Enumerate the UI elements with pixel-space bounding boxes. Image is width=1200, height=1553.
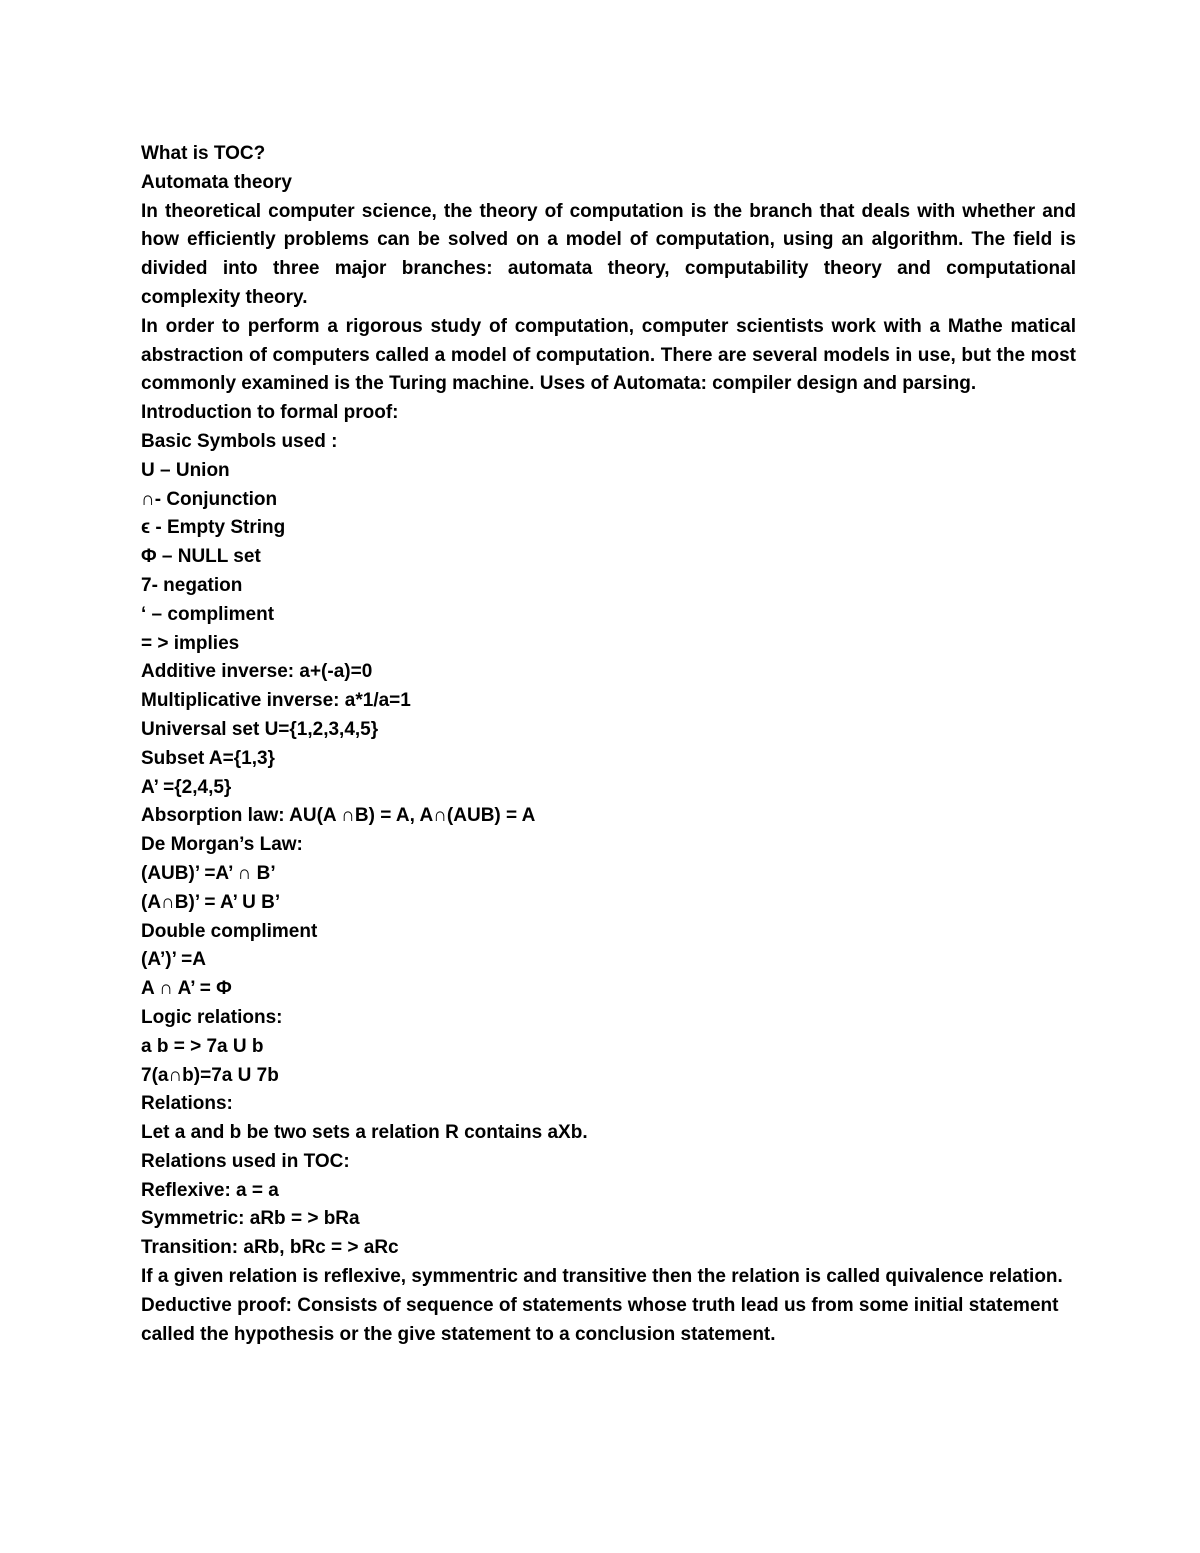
text-line: a b = > 7a U b <box>141 1035 264 1057</box>
text-line: Basic Symbols used : <box>141 430 338 452</box>
symbol-line: U – Union <box>141 459 230 481</box>
text-line: Relations: <box>141 1093 233 1115</box>
symbol-line: ‘ – compliment <box>141 603 275 625</box>
text-line: 7(a∩b)=7a U 7b <box>141 1064 279 1086</box>
symbol-line: ∩- Conjunction <box>141 488 278 510</box>
text-line: Symmetric: aRb = > bRa <box>141 1208 360 1230</box>
symbol-line: Φ – NULL set <box>141 546 261 568</box>
text-line: Absorption law: AU(A ∩B) = A, A∩(AUB) = A <box>141 805 536 827</box>
text-line: Double compliment <box>141 920 318 942</box>
model-paragraph: In order to perform a rigorous study of computation, computer scientists work with a Mathe matical abstraction of computers called a model of computation. There are several models in use, but the most commonly examined is the Turing machine. Uses of Automata: compiler design and parsing. <box>141 315 1076 395</box>
text-line: Transition: aRb, bRc = > aRc <box>141 1237 399 1259</box>
document-heading: What is TOC? <box>141 143 266 164</box>
intro-paragraph: In theoretical computer science, the theory of computation is the branch that deals with whether and how efficiently problems can be solved on a model of computation, using an algorithm. The field is divided into three major branches: automata theory, computability theory and computational complexity theory. <box>141 200 1076 308</box>
text-line: Introduction to formal proof: <box>141 402 399 424</box>
text-line: Multiplicative inverse: a*1/a=1 <box>141 690 411 712</box>
text-line: A ∩ A’ = Φ <box>141 978 232 1000</box>
text-line: A’ ={2,4,5} <box>141 776 232 798</box>
symbol-line: 7- negation <box>141 574 243 596</box>
text-line: Reflexive: a = a <box>141 1179 279 1201</box>
section-heading: Automata theory <box>141 171 292 193</box>
text-line: (A’)’ =A <box>141 949 206 971</box>
text-line: Let a and b be two sets a relation R contains aXb. <box>141 1122 588 1144</box>
text-line: Subset A={1,3} <box>141 747 275 769</box>
text-line: Additive inverse: a+(-a)=0 <box>141 661 373 683</box>
text-line: Relations used in TOC: <box>141 1150 350 1172</box>
equivalence-paragraph: If a given relation is reflexive, symmentric and transitive then the relation is called quivalence relation. <box>141 1266 1063 1288</box>
text-line: Universal set U={1,2,3,4,5} <box>141 718 379 740</box>
text-line: (A∩B)’ = A’ U B’ <box>141 891 281 913</box>
symbol-line: = > implies <box>141 632 240 654</box>
document-page <box>141 140 1076 1349</box>
text-line: (AUB)’ =A’ ∩ B’ <box>141 862 276 884</box>
deductive-proof-paragraph: Deductive proof: Consists of sequence of statements whose truth lead us from some initial statement called the hypothesis or the give statement to a conclusion statement. <box>141 1294 1059 1345</box>
text-line: Logic relations: <box>141 1006 283 1028</box>
text-line: De Morgan’s Law: <box>141 834 303 856</box>
symbol-line: ϵ - Empty String <box>141 517 286 539</box>
